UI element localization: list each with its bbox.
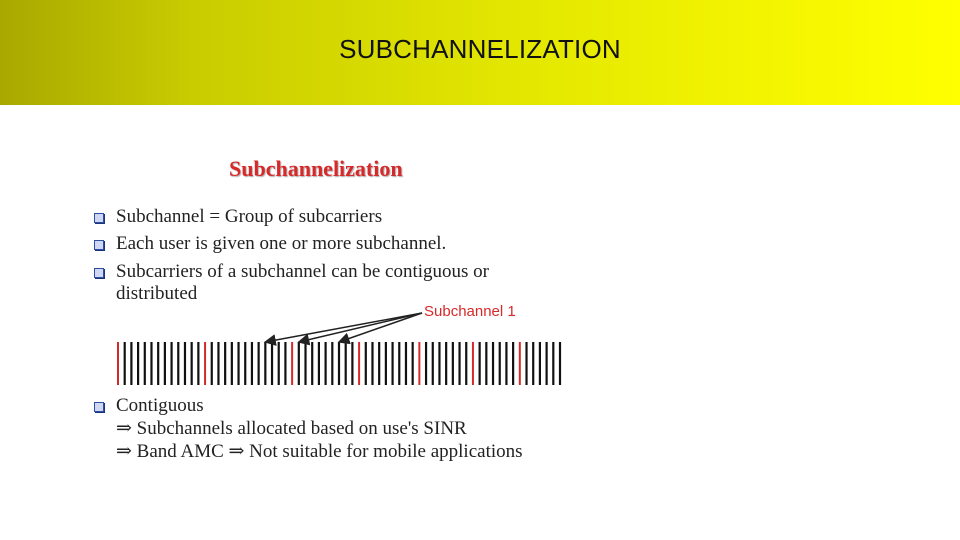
sub-point: ⇒ Band AMC ⇒ Not suitable for mobile applications (116, 441, 523, 462)
subchannel-arrow (265, 313, 422, 342)
subchannel-arrow (299, 313, 422, 342)
bullet-text: Subchannel = Group of subcarriers (116, 206, 383, 227)
subchannel-label: Subchannel 1 (424, 303, 516, 320)
bullet-text: Contiguous (116, 395, 204, 416)
sub-point: ⇒ Subchannels allocated based on use's SINR (116, 418, 467, 439)
figure-title: Subchannelization (229, 156, 403, 181)
subchannel-arrow (339, 313, 422, 342)
checkbox-bullet-icon (94, 402, 104, 412)
bullet-text: Each user is given one or more subchannel. (116, 233, 447, 254)
bullet-continuation: distributed (116, 283, 198, 304)
slide-title: SUBCHANNELIZATION (339, 34, 621, 64)
bullet-text: Subcarriers of a subchannel can be contiguous or (116, 261, 490, 282)
